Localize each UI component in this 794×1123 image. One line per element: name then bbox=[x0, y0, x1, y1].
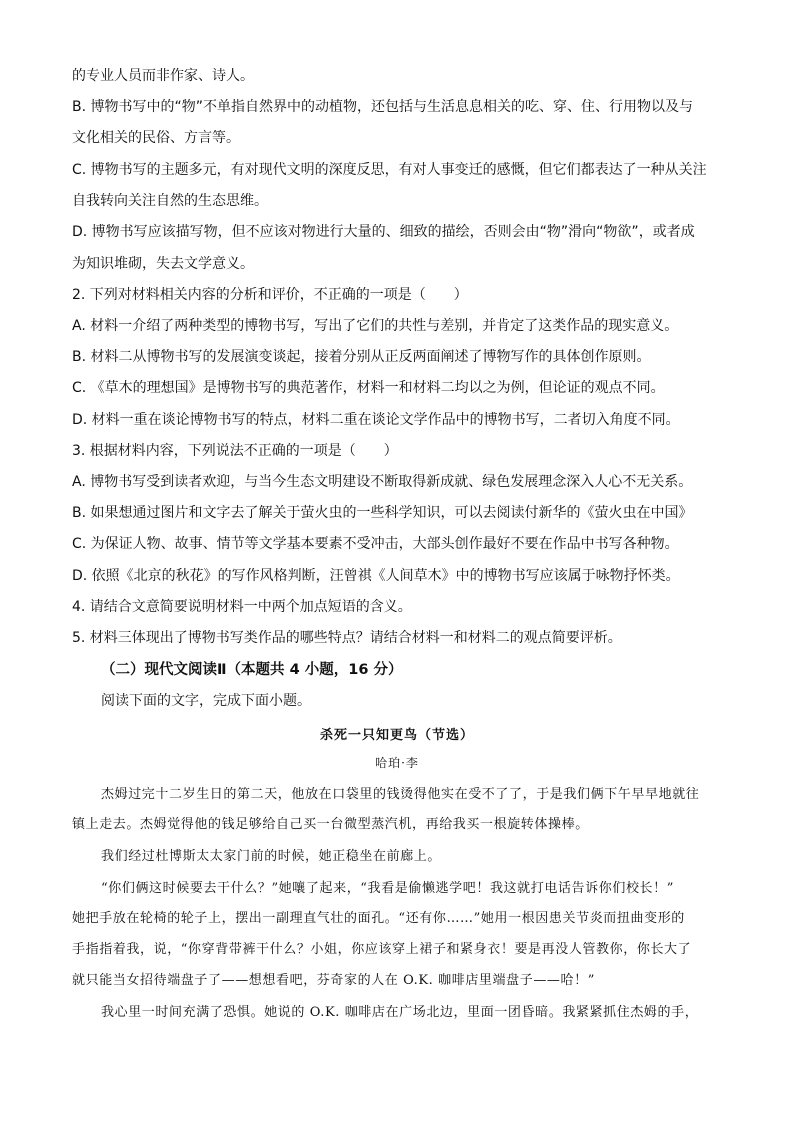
option-c: C. 博物书写的主题多元，有对现代文明的深度反思，有对人事变迁的感慨，但它们都表达了一种从关注 bbox=[72, 162, 707, 178]
story-paragraph-line: 就只能当女招待端盘子了——想想看吧，芬奇家的人在 O.K. 咖啡店里端盘子——哈！” bbox=[72, 973, 595, 988]
text-line: 的专业人员而非作家、诗人。 bbox=[72, 68, 254, 84]
option-b: B. 如果想通过图片和文字去了解关于萤火虫的一些科学知识，可以去阅读付新华的《萤火虫在中国》 bbox=[72, 505, 693, 521]
option-b: B. 材料二从博物书写的发展演变谈起，接着分别从正反两面阐述了博物写作的具体创作原则。 bbox=[72, 349, 651, 365]
question-3: 3. 根据材料内容，下列说法不正确的一项是（ ） bbox=[72, 443, 398, 459]
story-author: 哈珀·李 bbox=[375, 756, 419, 770]
option-d: D. 博物书写应该描写物，但不应该对物进行大量的、细致的描绘，否则会由“物”滑向“物欲”，或者成 bbox=[72, 224, 695, 240]
text-line: 为知识堆砌，失去文学意义。 bbox=[72, 256, 254, 272]
instruction: 阅读下面的文字，完成下面小题。 bbox=[101, 693, 311, 709]
option-c: C. 《草木的理想国》是博物书写的典范著作，材料一和材料二均以之为例，但论证的观点不同。 bbox=[72, 380, 665, 396]
question-2: 2. 下列对材料相关内容的分析和评价，不正确的一项是（ ） bbox=[72, 287, 468, 303]
option-b: B. 博物书写中的“物”不单指自然界中的动植物，还包括与生活息息相关的吃、穿、住、行用物以及与 bbox=[72, 99, 694, 115]
question-4: 4. 请结合文意简要说明材料一中两个加点短语的含义。 bbox=[72, 599, 412, 615]
option-a: A. 博物书写受到读者欢迎，与当今生态文明建设不断取得新成就、绿色发展理念深入人心不无关系。 bbox=[72, 474, 693, 490]
story-paragraph-line: 我们经过杜博斯太太家门前的时候，她正稳坐在前廊上。 bbox=[101, 849, 442, 864]
question-5: 5. 材料三体现出了博物书写类作品的哪些特点？请结合材料一和材料二的观点简要评析。 bbox=[72, 630, 622, 646]
story-paragraph-line: “你们俩这时候要去干什么？”她嚷了起来，“我看是偷懒逃学吧！我这就打电话告诉你们校长！” bbox=[101, 881, 674, 896]
option-c: C. 为保证人物、故事、情节等文学基本要素不受冲击，大部头创作最好不要在作品中书写各种物。 bbox=[72, 536, 679, 552]
option-d: D. 材料一重在谈论博物书写的特点，材料二重在谈论文学作品中的博物书写，二者切入角度不同。 bbox=[72, 412, 680, 428]
story-paragraph-line: 镇上走去。杰姆觉得他的钱足够给自己买一台微型蒸汽机，再给我买一根旋转体操棒。 bbox=[72, 817, 589, 832]
story-paragraph-line: 她把手放在轮椅的轮子上，摆出一副理直气壮的面孔。“还有你……”她用一根因患关节炎而扭曲变形的 bbox=[72, 911, 685, 926]
text-line: 自我转向关注自然的生态思维。 bbox=[72, 193, 268, 209]
story-paragraph-line: 杰姆过完十二岁生日的第二天，他放在口袋里的钱烫得他实在受不了了，于是我们俩下午早早地就往 bbox=[101, 787, 700, 802]
story-paragraph-line: 手指指着我，说，“你穿背带裤干什么？小姐，你应该穿上裙子和紧身衣！要是再没人管教你，你长大了 bbox=[72, 942, 692, 957]
text-line: 文化相关的民俗、方言等。 bbox=[72, 130, 240, 146]
story-title: 杀死一只知更鸟（节选） bbox=[319, 728, 474, 743]
section-heading: （二）现代文阅读Ⅱ（本题共 4 小题，16 分） bbox=[101, 662, 403, 678]
option-a: A. 材料一介绍了两种类型的博物书写，写出了它们的共性与差别，并肯定了这类作品的现实意义。 bbox=[72, 318, 679, 334]
story-paragraph-line: 我心里一时间充满了恐惧。她说的 O.K. 咖啡店在广场北边，里面一团昏暗。我紧紧抓住杰姆的手， bbox=[101, 1005, 699, 1020]
option-d: D. 依照《北京的秋花》的写作风格判断，汪曾祺《人间草木》中的博物书写应该属于咏物抒怀类。 bbox=[72, 568, 680, 584]
